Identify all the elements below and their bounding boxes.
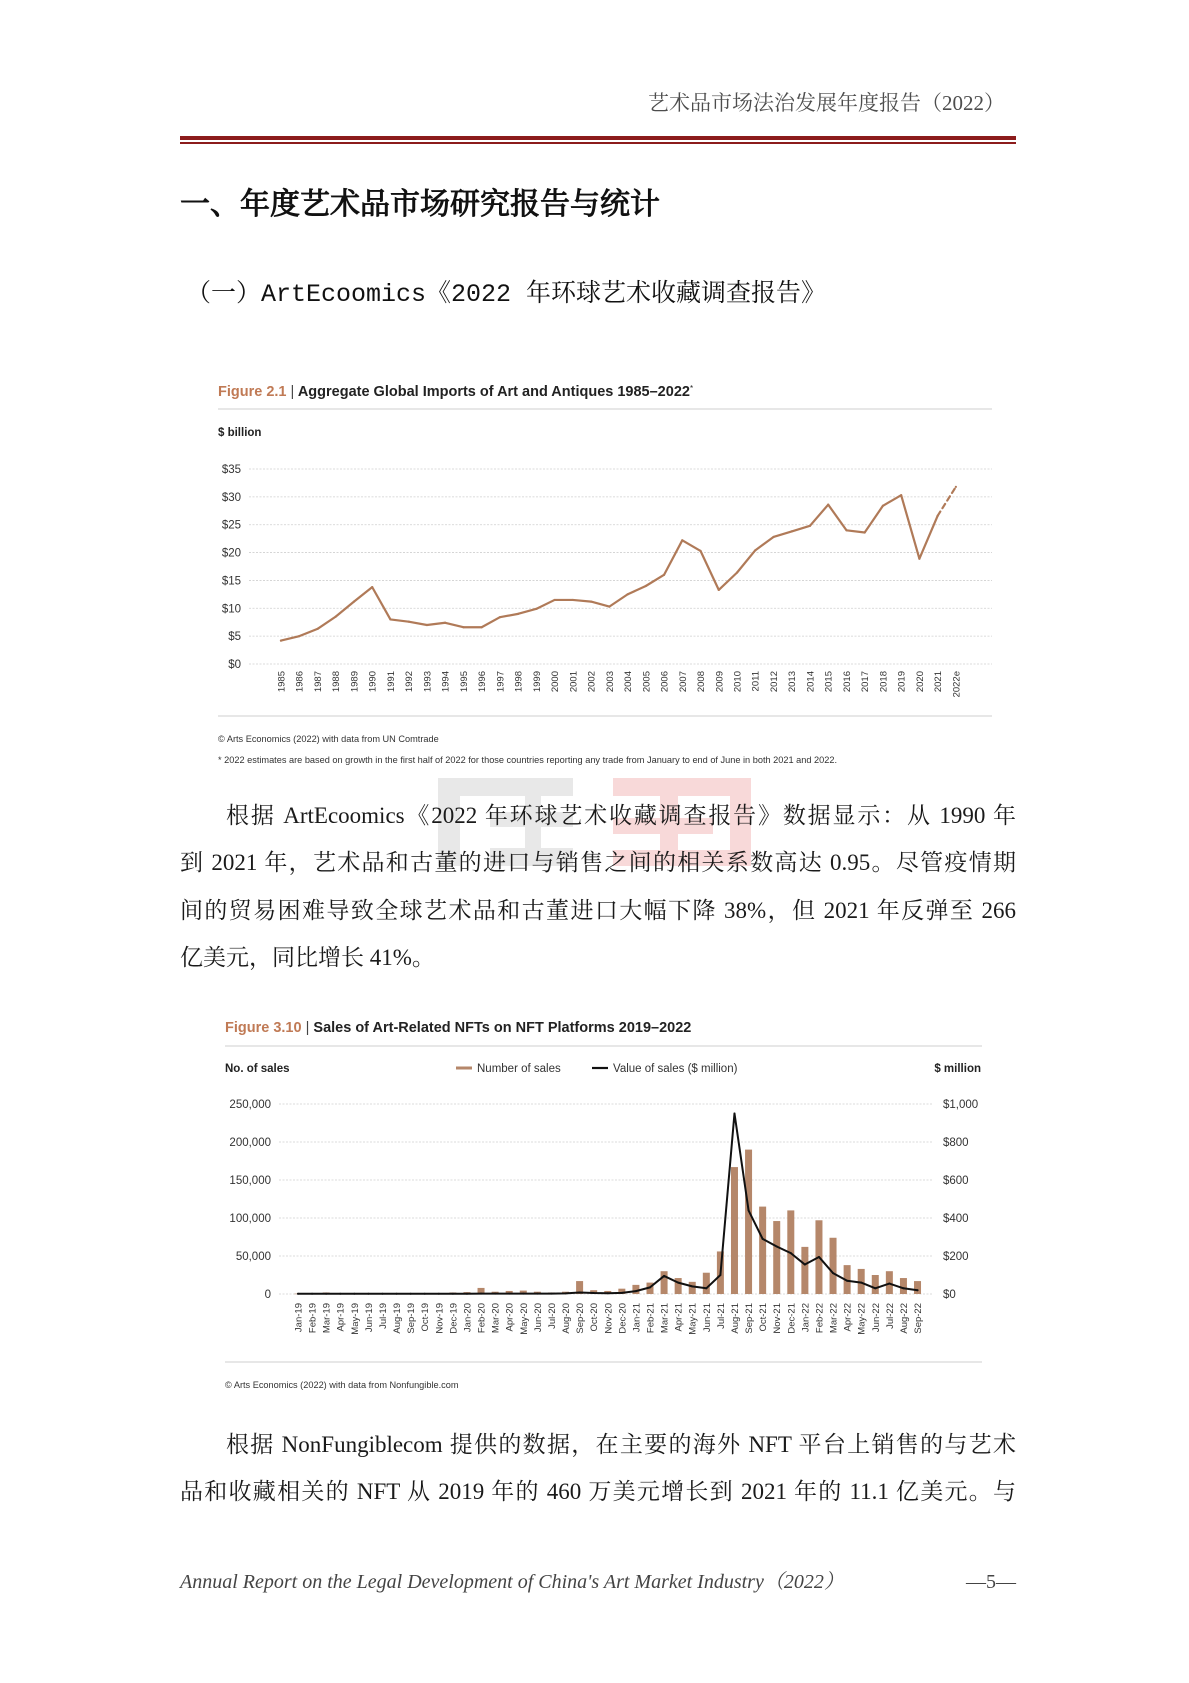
chart2-x-tick-label: Sep-20	[575, 1303, 587, 1334]
chart2-x-tick-label: Apr-21	[673, 1303, 685, 1332]
chart1-data-point	[426, 624, 428, 626]
chart1-x-tick-label: 1987	[312, 671, 324, 693]
chart1-x-tick-label: 2020	[914, 671, 926, 693]
chart2-bar-number-of-sales	[801, 1247, 808, 1294]
chart2-x-tick-label: Jan-21	[631, 1303, 643, 1333]
chart2-value-point	[677, 1282, 679, 1284]
paragraph1-line: 亿美元，同比增长 41%。	[180, 945, 435, 971]
chart2-x-tick-label: Feb-19	[307, 1303, 319, 1334]
chart2-value-point	[888, 1283, 890, 1285]
chart1-x-tick-label: 1989	[349, 671, 361, 693]
chart1-y-tick-labels	[222, 464, 241, 671]
chart1-figure-label: Figure 2.1	[218, 384, 287, 400]
chart1-data-point	[590, 601, 592, 603]
chart2-right-tick-label: $600	[943, 1175, 969, 1187]
chart2-x-tick-label: Jul-19	[377, 1303, 389, 1329]
chart2-left-tick-label: 0	[264, 1289, 271, 1301]
chart1-x-tick-label: 1992	[404, 671, 416, 693]
page-number: —5—	[966, 1571, 1016, 1593]
chart2-value-point	[579, 1291, 581, 1293]
chart1-data-point	[280, 640, 282, 642]
chart2-bar-number-of-sales	[900, 1278, 907, 1294]
chart2-x-tick-label: Jul-22	[884, 1303, 896, 1329]
chart2-value-point	[790, 1252, 792, 1254]
chart2-right-tick-label: $800	[943, 1137, 969, 1149]
chart2-value-point	[410, 1293, 412, 1295]
chart2-legend	[456, 1063, 738, 1075]
chart1-data-point	[754, 549, 756, 551]
header-rule-thick	[180, 136, 1016, 140]
chart1-y-tick-label: $15	[221, 575, 241, 588]
chart1-x-tick-label: 2019	[896, 671, 908, 693]
chart1-x-tick-label: 2016	[841, 671, 853, 693]
chart2-left-tick-label: 50,000	[235, 1251, 271, 1263]
chart1-data-point	[535, 608, 537, 610]
chart1-data-point	[554, 599, 556, 601]
chart1-y-tick-label: $35	[221, 464, 241, 476]
chart1-data-point	[937, 515, 939, 517]
chart1-x-tick-label: 1986	[294, 671, 306, 693]
chart1-data-point	[882, 505, 884, 507]
chart1-y-tick-label: $25	[221, 519, 241, 532]
chart2-x-tick-label: Mar-19	[321, 1303, 333, 1334]
chart2-value-point	[480, 1293, 482, 1295]
paragraph2-line: 根据 NonFungiblecom 提供的数据，在主要的海外 NFT 平台上销售的与艺术	[226, 1432, 1016, 1457]
chart2-value-point	[311, 1293, 313, 1295]
paragraph2-line: 品和收藏相关的 NFT 从 2019 年的 460 万美元增长到 2021 年的 11.1 亿美元。与	[180, 1479, 1016, 1505]
chart2-value-point	[494, 1293, 496, 1295]
chart1-x-tick-label: 1993	[422, 671, 434, 693]
chart2-bar-number-of-sales	[689, 1282, 696, 1294]
chart2-bars	[295, 1150, 922, 1295]
chart2-x-tick-label: Mar-22	[828, 1303, 840, 1334]
chart1-data-point	[371, 586, 373, 588]
chart2-value-point	[649, 1286, 651, 1288]
chart2-x-tick-label: May-20	[518, 1303, 530, 1335]
chart2-value-point	[663, 1275, 665, 1277]
paragraph1-line: 间的贸易困难导致全球艺术品和古董进口大幅下降 38%，但 2021 年反弹至 266	[180, 897, 1016, 923]
chart1-data-point	[699, 550, 701, 552]
chart1-x-tick-label: 2014	[805, 671, 817, 693]
chart1-data-point	[389, 618, 391, 620]
chart2-x-tick-label: Apr-19	[335, 1303, 347, 1332]
chart1-x-tick-label: 2006	[659, 671, 671, 693]
chart2-value-point	[917, 1289, 919, 1291]
chart2-x-tick-label: Aug-21	[729, 1303, 741, 1334]
chart1-data-points	[280, 486, 957, 642]
chart2-x-tick-label: Jun-20	[532, 1303, 544, 1333]
chart1-x-tick-label: 1996	[477, 671, 489, 693]
chart1-x-tick-label: 1990	[367, 671, 379, 693]
chart1-data-point	[499, 616, 501, 618]
chart2-x-tick-label: Oct-19	[420, 1303, 432, 1332]
chart2-left-tick-label: 250,000	[229, 1099, 271, 1111]
chart2-value-point	[860, 1282, 862, 1284]
chart2-value-point	[297, 1293, 299, 1295]
chart2-value-point	[874, 1287, 876, 1289]
chart2-x-tick-label: Jun-21	[701, 1303, 713, 1333]
chart2-x-tick-label: Aug-20	[561, 1303, 573, 1334]
chart1-data-point	[517, 613, 519, 615]
chart2-x-tick-label: May-21	[687, 1303, 699, 1335]
chart1-y-axis-unit: $ billion	[218, 427, 262, 439]
chart2-x-tick-label: Jan-22	[800, 1303, 812, 1333]
chart1-data-point	[572, 599, 574, 601]
chart2-x-tick-label: Oct-20	[589, 1303, 601, 1332]
chart1-x-tick-label: 2010	[732, 671, 744, 693]
chart1-data-point	[955, 486, 957, 488]
chart2-title-text: Sales of Art-Related NFTs on NFT Platforms 2019–2022	[313, 1020, 692, 1036]
chart2-bar-number-of-sales	[632, 1285, 639, 1294]
chart1-x-tick-label: 2001	[568, 671, 580, 693]
chart2-value-point	[325, 1293, 327, 1295]
chart2-x-tick-label: Sep-22	[913, 1303, 925, 1334]
chart1-x-tick-label: 1988	[331, 671, 343, 693]
chart1-x-tick-label: 2013	[787, 671, 799, 693]
running-header-title: 艺术品市场法治发展年度报告（2022）	[648, 91, 1005, 115]
chart2-right-tick-label: $0	[943, 1289, 956, 1301]
chart2-value-point	[776, 1246, 778, 1248]
chart1-y-tick-label: $10	[221, 603, 241, 616]
chart2-value-point	[522, 1293, 524, 1295]
chart2-x-tick-label: Sep-21	[744, 1303, 756, 1334]
legend-label-value-of-sales: Value of sales ($ million)	[613, 1063, 738, 1075]
chart2-bar-number-of-sales	[703, 1273, 710, 1294]
chart2-value-point	[804, 1264, 806, 1266]
chart1-note: * 2022 estimates are based on growth in the first half of 2022 for those countries reporting any trade from January to end of June in both 2021 and 2022.	[218, 755, 838, 765]
chart1-x-tick-label: 2017	[860, 671, 872, 693]
section-title: 一、年度艺术品市场研究报告与统计	[180, 187, 660, 222]
chart2-left-tick-label: 150,000	[229, 1175, 271, 1187]
chart2-bar-number-of-sales	[830, 1238, 837, 1294]
chart1-y-tick-label: $0	[228, 659, 241, 671]
chart1-x-tick-label: 2005	[641, 671, 653, 693]
chart2-value-point	[593, 1292, 595, 1294]
chart2-value-point	[565, 1292, 567, 1294]
chart1-x-tick-label: 1999	[531, 671, 543, 693]
chart2-x-tick-label: Feb-22	[814, 1303, 826, 1334]
chart1-title-asterisk: *	[689, 384, 694, 393]
chart2-x-tick-label: Aug-22	[898, 1303, 910, 1334]
chart2-x-tick-label: Nov-21	[772, 1303, 784, 1334]
chart1-data-point	[481, 626, 483, 628]
chart2-left-tick-label: 200,000	[229, 1137, 271, 1149]
chart2-value-point	[705, 1287, 707, 1289]
chart2-x-tick-label: Nov-20	[603, 1303, 615, 1334]
chart2-value-points	[297, 1113, 919, 1295]
chart1-data-point	[809, 525, 811, 527]
chart2-value-point	[832, 1272, 834, 1274]
chart1-estimate-dashed-line	[938, 487, 956, 516]
chart1-x-tick-labels	[277, 671, 963, 697]
chart2-x-tick-label: May-22	[856, 1303, 868, 1335]
chart2-value-point	[818, 1256, 820, 1258]
chart1-x-tick-label: 1985	[276, 671, 288, 693]
chart1-data-point	[772, 536, 774, 538]
chart2-value-point	[846, 1280, 848, 1282]
chart1-data-point	[298, 635, 300, 637]
chart1-title	[218, 384, 693, 400]
chart2-value-point	[550, 1293, 552, 1295]
chart2-bar-number-of-sales	[661, 1271, 668, 1294]
chart1-x-tick-label: 2008	[696, 671, 708, 693]
chart1-title-separator: |	[290, 384, 295, 400]
figure-2-1-line-chart	[200, 370, 1010, 780]
chart1-data-point	[827, 504, 829, 506]
legend-label-number-of-sales: Number of sales	[477, 1063, 561, 1075]
chart2-title-separator: |	[305, 1020, 310, 1036]
subsection-title: （一）ArtEcoomics《2022 年环球艺术收藏调查报告》	[186, 280, 827, 309]
chart1-data-point	[626, 593, 628, 595]
chart2-x-tick-label: Jul-21	[715, 1303, 727, 1329]
figure-3-10-bar-line-chart	[200, 1005, 1010, 1400]
chart2-value-point	[902, 1287, 904, 1289]
chart2-value-point	[353, 1293, 355, 1295]
chart1-x-tick-label: 2022e	[951, 671, 963, 698]
chart2-value-series-line	[298, 1114, 918, 1294]
chart2-source: © Arts Economics (2022) with data from Nonfungible.com	[225, 1380, 459, 1390]
chart2-x-tick-label: Dec-20	[617, 1303, 629, 1334]
chart1-x-tick-label: 1995	[458, 671, 470, 693]
chart2-x-tick-label: Dec-21	[786, 1303, 798, 1334]
chart1-data-point	[736, 572, 738, 574]
chart1-y-tick-label: $30	[221, 491, 241, 504]
chart1-gridlines	[249, 469, 992, 664]
chart2-value-point	[607, 1292, 609, 1294]
chart1-data-point	[900, 494, 902, 496]
chart1-y-tick-label: $20	[221, 547, 241, 560]
chart2-x-tick-label: Mar-20	[490, 1303, 502, 1334]
chart2-x-tick-label: Dec-19	[448, 1303, 460, 1334]
chart2-left-axis-unit: No. of sales	[225, 1063, 290, 1075]
paragraph1-line: 根据 ArtEcoomics《2022 年环球艺术收藏调查报告》数据显示：从 1990 年	[226, 803, 1016, 828]
chart2-bar-number-of-sales	[731, 1167, 738, 1294]
chart2-value-point	[536, 1293, 538, 1295]
chart1-x-tick-label: 2012	[768, 671, 780, 693]
chart1-data-point	[462, 626, 464, 628]
chart2-bar-number-of-sales	[745, 1150, 752, 1294]
chart1-x-tick-label: 1991	[385, 671, 397, 693]
chart1-x-tick-label: 2007	[677, 671, 689, 693]
chart2-right-tick-label: $200	[943, 1251, 969, 1263]
chart1-data-point	[316, 628, 318, 630]
footer-english-title: Annual Report on the Legal Development of China's Art Market Industry（2022）	[180, 1571, 844, 1593]
chart2-value-point	[635, 1290, 637, 1292]
chart1-x-tick-label: 2003	[604, 671, 616, 693]
header-rule-thin	[180, 142, 1016, 144]
chart2-value-point	[381, 1293, 383, 1295]
chart2-x-tick-label: Jan-19	[293, 1303, 305, 1333]
chart2-x-tick-label: May-19	[349, 1303, 361, 1335]
chart1-data-point	[791, 530, 793, 532]
chart1-data-point	[335, 616, 337, 618]
chart1-x-tick-label: 2018	[878, 671, 890, 693]
chart2-bar-number-of-sales	[759, 1207, 766, 1294]
chart1-title-text: Aggregate Global Imports of Art and Antiques 1985–2022	[297, 384, 690, 400]
chart2-x-tick-label: Apr-20	[504, 1303, 516, 1332]
chart1-x-tick-label: 1997	[495, 671, 507, 693]
chart2-value-point	[452, 1293, 454, 1295]
chart2-left-tick-label: 100,000	[229, 1213, 271, 1225]
chart2-x-tick-label: Jun-22	[870, 1303, 882, 1333]
chart1-x-tick-label: 2011	[750, 671, 762, 692]
chart2-value-point	[424, 1293, 426, 1295]
chart2-bar-number-of-sales	[872, 1275, 879, 1294]
chart2-x-tick-label: Mar-21	[659, 1303, 671, 1334]
chart1-data-point	[408, 621, 410, 623]
paragraph-nonfungible-data	[180, 1421, 1016, 1516]
chart2-x-tick-label: Apr-22	[842, 1303, 854, 1332]
chart1-x-tick-label: 2021	[933, 671, 945, 693]
chart2-title	[225, 1020, 691, 1036]
chart2-x-tick-labels	[294, 1303, 925, 1335]
chart2-value-point	[691, 1285, 693, 1287]
chart1-x-tick-label: 1994	[440, 671, 452, 693]
chart1-data-point	[608, 606, 610, 608]
chart1-data-point	[864, 531, 866, 533]
chart1-x-tick-label: 2015	[823, 671, 835, 693]
chart1-x-tick-label: 2004	[623, 671, 635, 693]
chart2-value-point	[396, 1293, 398, 1295]
chart1-data-point	[845, 529, 847, 531]
chart2-value-point	[466, 1293, 468, 1295]
chart1-data-point	[718, 589, 720, 591]
chart2-right-tick-labels	[943, 1099, 978, 1301]
chart1-x-tick-label: 1998	[513, 671, 525, 693]
chart2-x-tick-label: Feb-20	[476, 1303, 488, 1334]
chart2-figure-label: Figure 3.10	[225, 1020, 302, 1036]
chart2-left-tick-labels	[229, 1099, 271, 1301]
chart2-right-tick-label: $1,000	[943, 1099, 979, 1111]
chart1-source: © Arts Economics (2022) with data from UN Comtrade	[218, 734, 439, 744]
chart2-value-point	[762, 1238, 764, 1240]
paragraph-artecoomics-report	[180, 792, 1016, 982]
chart2-x-tick-label: Feb-21	[645, 1303, 657, 1334]
chart1-x-tick-label: 2009	[714, 671, 726, 693]
chart2-right-tick-label: $400	[943, 1213, 969, 1225]
chart1-data-point	[444, 622, 446, 624]
chart2-x-tick-label: Jul-20	[546, 1303, 558, 1329]
chart1-data-point	[681, 539, 683, 541]
chart1-data-point	[663, 574, 665, 576]
chart2-x-tick-label: Oct-21	[758, 1303, 770, 1332]
chart2-value-point	[438, 1293, 440, 1295]
chart2-x-tick-label: Nov-19	[434, 1303, 446, 1334]
chart2-bar-number-of-sales	[914, 1281, 921, 1294]
chart2-value-point	[339, 1293, 341, 1295]
chart1-data-point	[353, 601, 355, 603]
chart2-value-point	[367, 1293, 369, 1295]
chart2-right-axis-unit: $ million	[934, 1063, 981, 1075]
chart1-series-line	[281, 495, 938, 640]
chart1-data-point	[918, 558, 920, 560]
chart2-x-tick-label: Aug-19	[392, 1303, 404, 1334]
chart2-value-point	[733, 1113, 735, 1115]
chart2-value-point	[621, 1292, 623, 1294]
chart2-bar-number-of-sales	[773, 1221, 780, 1294]
chart1-x-tick-label: 2002	[586, 671, 598, 693]
chart1-y-tick-label: $5	[228, 631, 241, 644]
chart2-x-tick-label: Jun-19	[363, 1303, 375, 1333]
chart2-x-tick-label: Jan-20	[462, 1303, 474, 1333]
chart2-value-point	[719, 1274, 721, 1276]
chart1-x-tick-label: 2000	[550, 671, 562, 693]
chart2-value-point	[748, 1209, 750, 1211]
chart2-value-point	[508, 1293, 510, 1295]
chart2-x-tick-label: Sep-19	[406, 1303, 418, 1334]
chart1-data-point	[645, 585, 647, 587]
paragraph1-line: 到 2021 年，艺术品和古董的进口与销售之间的相关系数高达 0.95。尽管疫情期	[180, 850, 1016, 876]
